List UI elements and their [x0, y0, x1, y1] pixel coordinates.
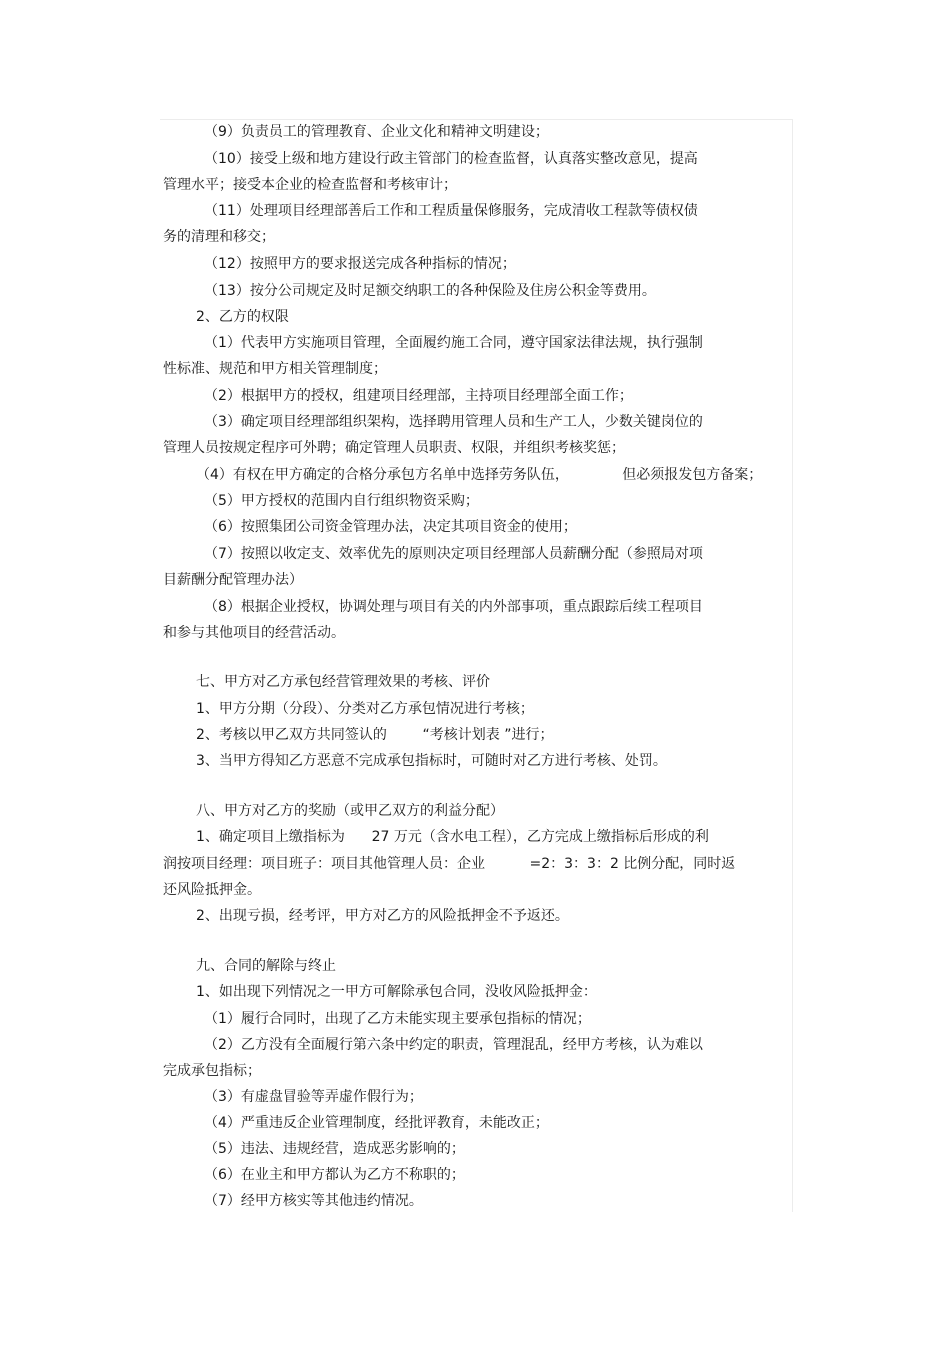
text-line: （7）经甲方核实等其他违约情况。 [204, 1193, 423, 1209]
section-heading: 2、乙方的权限 [196, 309, 289, 325]
text-line: （6）按照集团公司资金管理办法，决定其项目资金的使用； [204, 519, 577, 535]
text-line: 润按项目经理：项目班子：项目其他管理人员：企业 =2：3：3：2 比例分配，同时返 [163, 856, 736, 872]
text-line: 目薪酬分配管理办法） [163, 572, 303, 588]
text-line: （9）负责员工的管理教育、企业文化和精神文明建设； [204, 124, 549, 140]
text-line: 还风险抵押金。 [163, 882, 261, 898]
text-line: （12）按照甲方的要求报送完成各种指标的情况； [204, 256, 516, 272]
text-line: （5）违法、违规经营，造成恶劣影响的； [204, 1141, 465, 1157]
text-line: （4）严重违反企业管理制度，经批评教育，未能改正； [204, 1115, 549, 1131]
text-line: 2、考核以甲乙双方共同签认的 “考核计划表 ”进行； [196, 727, 554, 743]
text-line: （3）有虚盘冒验等弄虚作假行为； [204, 1089, 423, 1105]
text-line: 1、甲方分期（分段）、分类对乙方承包情况进行考核； [196, 701, 534, 717]
section-heading: 九、合同的解除与终止 [196, 958, 336, 974]
text-line: （2）根据甲方的授权，组建项目经理部，主持项目经理部全面工作； [204, 388, 633, 404]
text-line: （2）乙方没有全面履行第六条中约定的职责，管理混乱，经甲方考核，认为难以 [204, 1037, 703, 1053]
text-line: 1、如出现下列情况之一甲方可解除承包合同，没收风险抵押金： [196, 984, 597, 1000]
text-line: （10）接受上级和地方建设行政主管部门的检查监督，认真落实整改意见，提高 [204, 151, 698, 167]
text-line: （13）按分公司规定及时足额交纳职工的各种保险及住房公积金等费用。 [204, 283, 656, 299]
text-line: 管理水平；接受本企业的检查监督和考核审计； [163, 177, 457, 193]
text-line: 完成承包指标； [163, 1063, 261, 1079]
text-line: 管理人员按规定程序可外聘；确定管理人员职责、权限，并组织考核奖惩； [163, 440, 625, 456]
text-line: （11）处理项目经理部善后工作和工程质量保修服务，完成清收工程款等债权债 [204, 203, 698, 219]
text-line: 和参与其他项目的经营活动。 [163, 625, 345, 641]
section-heading: 八、甲方对乙方的奖励（或甲乙双方的利益分配） [196, 803, 504, 819]
text-line: 务的清理和移交； [163, 229, 275, 245]
section-heading: 七、甲方对乙方承包经营管理效果的考核、评价 [196, 674, 490, 690]
text-line: （6）在业主和甲方都认为乙方不称职的； [204, 1167, 465, 1183]
text-line: 1、确定项目上缴指标为 27 万元（含水电工程），乙方完成上缴指标后形成的利 [196, 829, 709, 845]
text-line: （1）履行合同时，出现了乙方未能实现主要承包指标的情况； [204, 1011, 591, 1027]
text-line: （3）确定项目经理部组织架构，选择聘用管理人员和生产工人，少数关键岗位的 [204, 414, 703, 430]
text-line: 3、当甲方得知乙方恶意不完成承包指标时，可随时对乙方进行考核、处罚。 [196, 753, 667, 769]
text-line: 2、出现亏损，经考评，甲方对乙方的风险抵押金不予返还。 [196, 908, 569, 924]
text-line: （1）代表甲方实施项目管理，全面履约施工合同，遵守国家法律法规，执行强制 [204, 335, 703, 351]
text-line: 性标准、规范和甲方相关管理制度； [163, 361, 387, 377]
text-line: （7）按照以收定支、效率优先的原则决定项目经理部人员薪酬分配（参照局对项 [204, 546, 703, 562]
text-line: （5）甲方授权的范围内自行组织物资采购； [204, 493, 479, 509]
text-line: （8）根据企业授权，协调处理与项目有关的内外部事项，重点跟踪后续工程项目 [204, 599, 703, 615]
text-line: （4）有权在甲方确定的合格分承包方名单中选择劳务队伍， 但必须报发包方备案； [196, 467, 763, 483]
